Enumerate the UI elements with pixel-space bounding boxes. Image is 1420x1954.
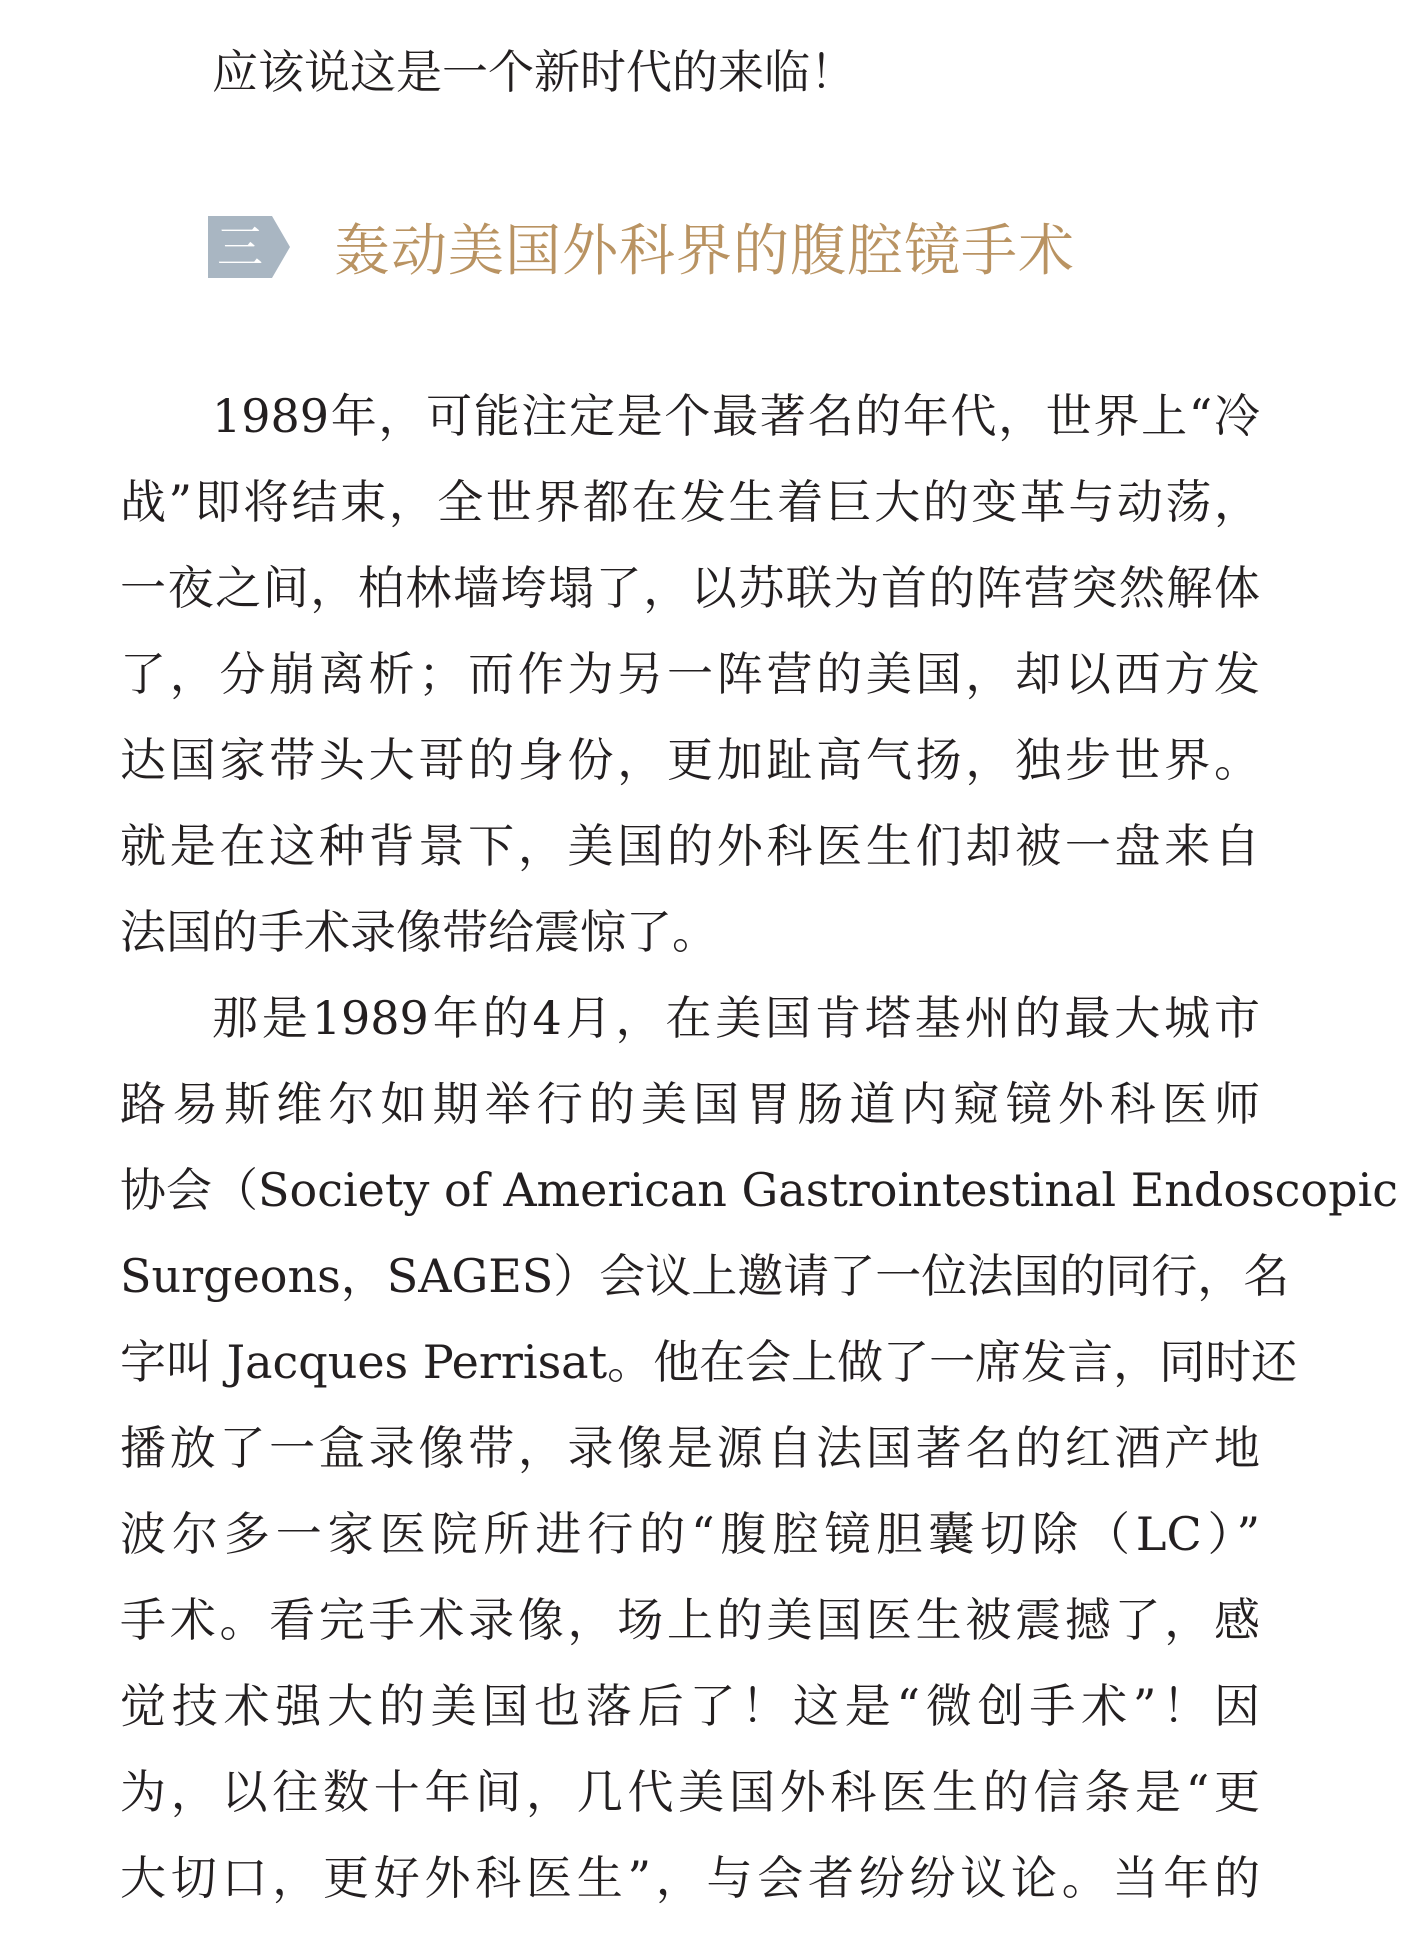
paragraph-2-line: 为，以往数十年间，几代美国外科医生的信条是“更 <box>120 1765 1260 1819</box>
paragraph-2-line: 觉技术强大的美国也落后了！这是“微创手术”！因 <box>120 1679 1260 1733</box>
paragraph-2-line: Surgeons，SAGES）会议上邀请了一位法国的同行，名 <box>120 1249 1290 1303</box>
section-number: 三 <box>217 220 263 274</box>
paragraph-1-line: 达国家带头大哥的身份，更加趾高气扬，独步世界。 <box>120 733 1260 787</box>
section-number-marker <box>208 216 290 278</box>
section-title: 轰动美国外科界的腹腔镜手术 <box>334 219 1075 284</box>
paragraph-1-line: 就是在这种背景下，美国的外科医生们却被一盘来自 <box>120 819 1260 873</box>
paragraph-2-line: 波尔多一家医院所进行的“腹腔镜胆囊切除（LC）” <box>120 1507 1260 1561</box>
paragraph-2-line: 播放了一盒录像带，录像是源自法国著名的红酒产地 <box>120 1421 1260 1475</box>
paragraph-2-line: 大切口，更好外科医生”，与会者纷纷议论。当年的 <box>120 1851 1260 1905</box>
paragraph-2-line: 协会（Society of American Gastrointestinal Endoscopic <box>120 1163 1399 1217</box>
intro-line: 应该说这是一个新时代的来临！ <box>212 45 856 99</box>
paragraph-1-line: 法国的手术录像带给震惊了。 <box>120 905 718 959</box>
paragraph-2-line: 字叫 Jacques Perrisat。他在会上做了一席发言，同时还 <box>120 1335 1298 1389</box>
paragraph-1-line: 一夜之间，柏林墙垮塌了，以苏联为首的阵营突然解体 <box>120 561 1260 615</box>
paragraph-2-line: 手术。看完手术录像，场上的美国医生被震撼了，感 <box>120 1593 1260 1647</box>
paragraph-2-line: 那是1989年的4月，在美国肯塔基州的最大城市 <box>212 991 1260 1045</box>
paragraph-1-line: 战”即将结束，全世界都在发生着巨大的变革与动荡， <box>120 475 1260 529</box>
paragraph-2-line: 路易斯维尔如期举行的美国胃肠道内窥镜外科医师 <box>120 1077 1260 1131</box>
section-heading <box>208 212 1075 282</box>
paragraph-1-line: 1989年，可能注定是个最著名的年代，世界上“冷 <box>212 389 1260 443</box>
paragraph-1-line: 了，分崩离析；而作为另一阵营的美国，却以西方发 <box>120 647 1260 701</box>
